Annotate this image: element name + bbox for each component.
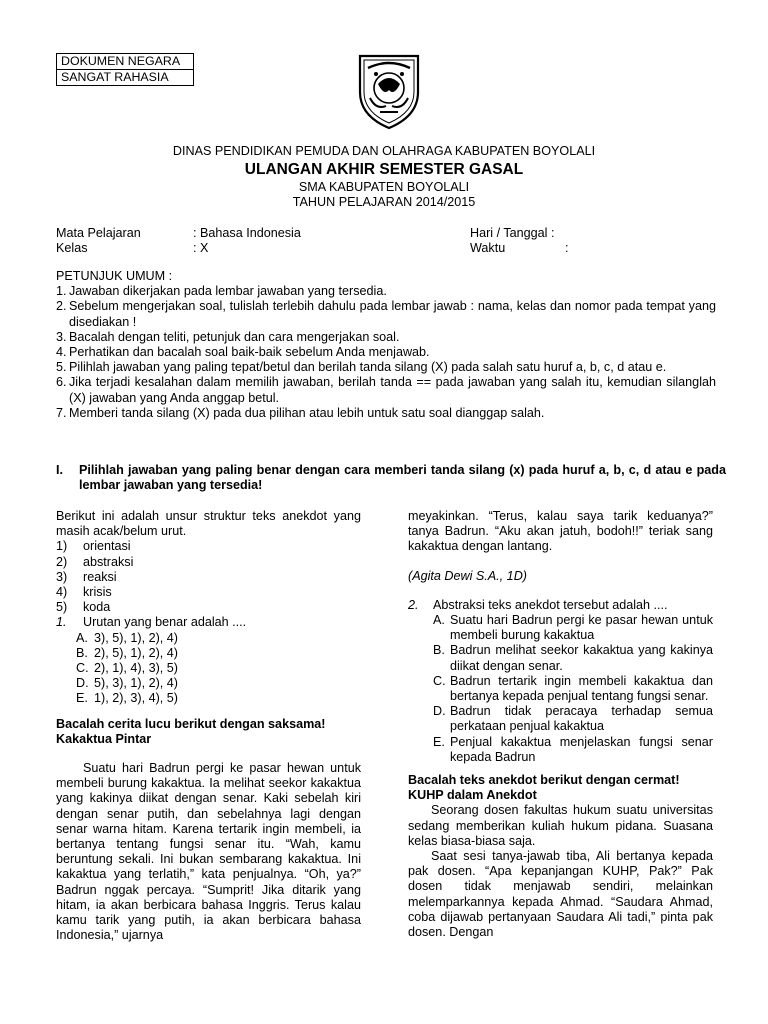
subject-label: Mata Pelajaran bbox=[56, 226, 141, 240]
instruction-item: 4. Perhatikan dan bacalah soal baik-baik sebelum Anda menjawab. bbox=[56, 345, 430, 360]
answer-option[interactable]: A. Suatu hari Badrun pergi ke pasar hewan untuk membeli burung kakaktua bbox=[433, 613, 713, 643]
structure-elements-list bbox=[56, 539, 361, 630]
instruction-item: 5. Pilihlah jawaban yang paling tepat/betul dan berilah tanda silang (X) pada salah satu huruf a, b, c, d atau e. bbox=[56, 360, 667, 375]
answer-option[interactable]: C. Badrun tertarik ingin membeli kakaktua dan bertanya kepada penjual tentang fungsi senar. bbox=[433, 673, 713, 704]
instructions-heading: PETUNJUK UMUM : bbox=[56, 269, 173, 283]
subject-value: : Bahasa Indonesia bbox=[193, 226, 301, 240]
class-label: Kelas bbox=[56, 241, 88, 255]
list-item: 1) orientasi bbox=[56, 539, 131, 554]
instruction-item: 1. Jawaban dikerjakan pada lembar jawaban yang tersedia. bbox=[56, 284, 387, 299]
text2-title: KUHP dalam Anekdot bbox=[408, 788, 537, 803]
story-source: (Agita Dewi S.A., 1D) bbox=[408, 568, 527, 583]
time-colon: : bbox=[565, 241, 569, 255]
answer-option[interactable]: E. 1), 2), 3), 4), 5) bbox=[76, 691, 178, 706]
class-value: : X bbox=[193, 241, 209, 255]
exam-title: ULANGAN AKHIR SEMESTER GASAL bbox=[244, 161, 524, 178]
section-number: I. bbox=[56, 463, 63, 477]
answer-option[interactable]: D. 5), 3), 1), 2), 4) bbox=[76, 676, 178, 691]
text2-paragraph: Seorang dosen fakultas hukum suatu universitas sedang memberikan kuliah hukum pidana. Suasana kelas biasa-biasa saja. bbox=[408, 803, 713, 848]
answer-option[interactable]: B. Badrun melihat seekor kakaktua yang kakinya diikat dengan senar. bbox=[433, 643, 713, 673]
boyolali-emblem-icon bbox=[356, 50, 422, 130]
instruction-item: 7. Memberi tanda silang (X) pada dua pilihan atau lebih untuk satu soal dianggap salah. bbox=[56, 405, 545, 420]
agency-name: DINAS PENDIDIKAN PEMUDA DAN OLAHRAGA KABUPATEN BOYOLALI bbox=[172, 144, 596, 158]
section-text: Pilihlah jawaban yang paling benar dengan cara memberi tanda silang (x) pada huruf a, b, c, d atau e pada lembar jawaban yang tersedia! bbox=[79, 463, 726, 493]
badge-dokumen-negara: DOKUMEN NEGARA bbox=[56, 53, 194, 70]
time-label: Waktu bbox=[470, 241, 506, 255]
answer-option[interactable]: B. 2), 5), 1), 2), 4) bbox=[76, 645, 178, 660]
answer-option[interactable]: D. Badrun tidak peracaya terhadap semua perkataan penjual kakaktua bbox=[433, 704, 713, 734]
question-1-options bbox=[56, 631, 361, 707]
general-instructions bbox=[56, 269, 716, 421]
story-instruction: Bacalah cerita lucu berikut dengan saksama! bbox=[56, 716, 326, 731]
list-item: 4) krisis bbox=[56, 585, 112, 600]
story-body: Suatu hari Badrun pergi ke pasar hewan untuk membeli burung kakaktua. Ia melihat seekor kakaktua yang kakinya diikat dengan senar. Kaki sebelah kiri dengan senar putih, dan sebelahnya lagi dengan senar warna hitam. Karena tertarik ingin membeli, ia bertanya tentang fungsi senar itu. “Wah, kamu beruntung sekali. Ini bukan sembarang kakaktua. Ini kakaktua yang terlatih,” kata penjualnya. “Oh, ya?” Badrun nggak percaya. “Sumprit! Jika ditarik yang hitam, ia akan berbicara bahasa Inggris. Terus kalau kamu tarik yang putih, ia akan berbicara bahasa Indonesia,” ujarnya bbox=[56, 761, 361, 943]
classification-badges bbox=[56, 53, 194, 86]
left-column bbox=[56, 509, 361, 943]
right-column bbox=[408, 509, 713, 940]
story-title: Kakaktua Pintar bbox=[56, 731, 152, 746]
question-2: 2. Abstraksi teks anekdot tersebut adalah .... bbox=[408, 597, 668, 612]
badge-sangat-rahasia: SANGAT RAHASIA bbox=[56, 70, 194, 86]
date-label: Hari / Tanggal : bbox=[470, 226, 555, 240]
section-one-instruction bbox=[56, 463, 726, 493]
text2-paragraph: Saat sesi tanya-jawab tiba, Ali bertanya kepada pak dosen. “Apa kepanjangan KUHP, Pak?” Pak dosen tidak menjawab sendiri, melainkan melemparkannya kepada Ahmad. “Saudara Ahmad, coba dijawab pertanyaan Saudara Ali tadi,” pinta pak dosen. Dengan bbox=[408, 849, 713, 940]
list-item: 3) reaksi bbox=[56, 569, 117, 584]
instruction-item: 6. Jika terjadi kesalahan dalam memilih jawaban, berilah tanda == pada jawaban yang salah itu, kemudian silanglah (X) jawaban yang Anda anggap betul. bbox=[56, 375, 716, 405]
list-item: 2) abstraksi bbox=[56, 554, 134, 569]
list-item: 5) koda bbox=[56, 600, 111, 615]
academic-year: TAHUN PELAJARAN 2014/2015 bbox=[292, 195, 476, 209]
question-2-options bbox=[408, 613, 713, 765]
instruction-item: 3. Bacalah dengan teliti, petunjuk dan cara mengerjakan soal. bbox=[56, 329, 400, 344]
anecdote-structure-intro: Berikut ini adalah unsur struktur teks anekdot yang masih acak/belum urut. bbox=[56, 509, 361, 539]
question-1: 1. Urutan yang benar adalah .... bbox=[56, 615, 247, 630]
answer-option[interactable]: A. 3), 5), 1), 2), 4) bbox=[76, 630, 178, 645]
answer-option[interactable]: C. 2), 1), 4), 3), 5) bbox=[76, 661, 178, 676]
school-name: SMA KABUPATEN BOYOLALI bbox=[298, 180, 470, 194]
answer-option[interactable]: E. Penjual kakaktua menjelaskan fungsi senar kepada Badrun bbox=[433, 734, 713, 764]
instruction-item: 2. Sebelum mengerjakan soal, tulislah terlebih dahulu pada lembar jawab : nama, kelas dan nomor pada tempat yang disediakan ! bbox=[56, 299, 716, 329]
story-continuation: meyakinkan. “Terus, kalau saya tarik keduanya?” tanya Badrun. “Aku akan jatuh, bodoh!!” teriak sang kakaktua dengan lantang. bbox=[408, 509, 713, 554]
text2-instruction: Bacalah teks anekdot berikut dengan cermat! bbox=[408, 773, 680, 788]
